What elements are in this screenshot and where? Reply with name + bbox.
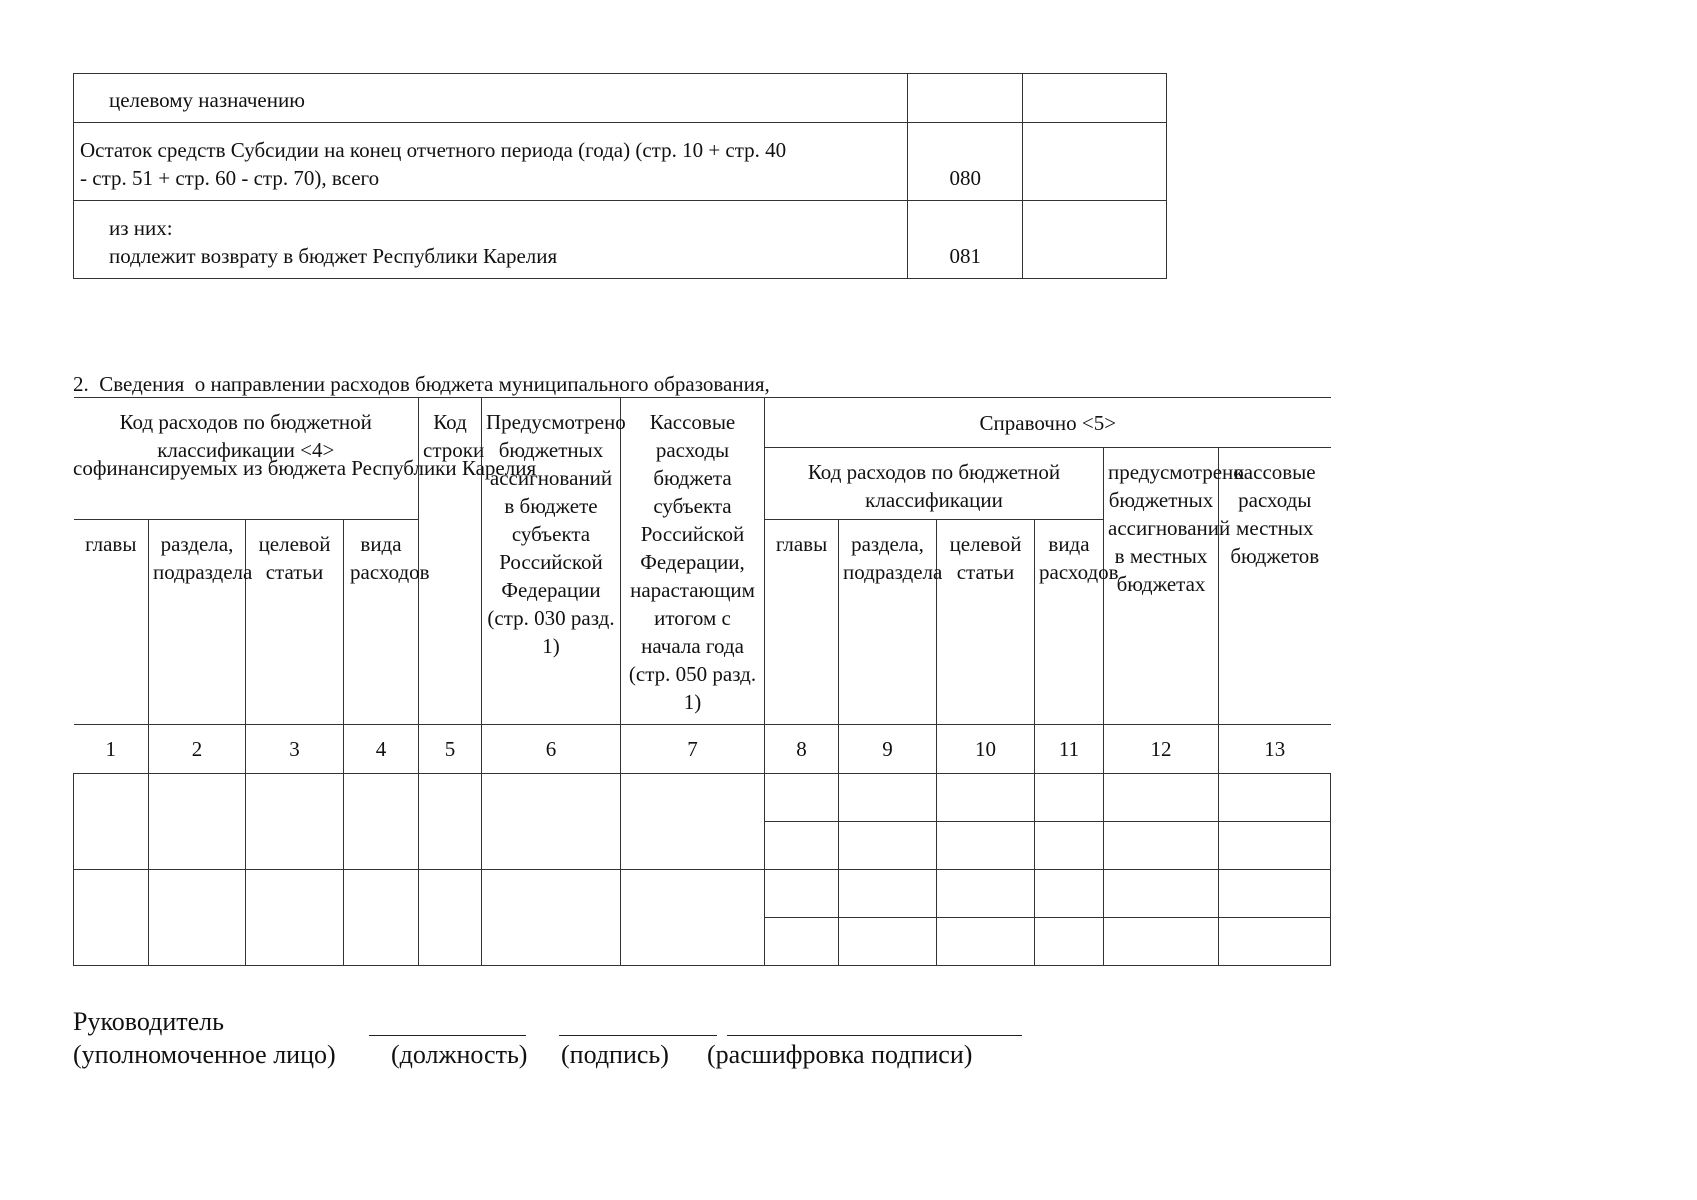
data-cell [149, 774, 246, 870]
data-cell [1219, 870, 1331, 918]
data-cell [344, 870, 419, 966]
data-cell [839, 870, 937, 918]
ref-section-header: раздела, подраздела [843, 532, 943, 584]
data-cell [1104, 918, 1219, 966]
signature-block [73, 1005, 1173, 1085]
section-title-line: 2. Сведения о направлении расходов бюджета муниципального образования, [73, 372, 770, 396]
data-cell [765, 870, 839, 918]
data-cell [839, 774, 937, 822]
col-number: 4 [344, 725, 419, 774]
caption-person: (уполномоченное лицо) [73, 1040, 336, 1069]
data-cell [937, 774, 1035, 822]
ref-target-item-header: целевой статьи [949, 532, 1022, 584]
chapter-header: главы [85, 532, 137, 556]
col-number: 3 [246, 725, 344, 774]
row-label: целевому назначению [109, 88, 305, 112]
row-label-cont: подлежит возврату в бюджет Республики Карелия [109, 244, 558, 268]
row-value-cell [1023, 74, 1167, 123]
ref-cash-header: кассовые расходы местных бюджетов [1230, 460, 1320, 568]
data-cell [246, 870, 344, 966]
data-cell [419, 774, 482, 870]
decoding-line [727, 1035, 1022, 1036]
signature-title: Руководитель [73, 1007, 224, 1036]
caption-decoding: (расшифровка подписи) [707, 1040, 973, 1069]
data-cell [1219, 918, 1331, 966]
ref-chapter-header: главы [775, 532, 828, 556]
data-cell [246, 774, 344, 870]
caption-signature: (подпись) [561, 1040, 669, 1069]
data-cell [419, 870, 482, 966]
data-cell [937, 918, 1035, 966]
data-cell [344, 774, 419, 870]
data-cell [1035, 774, 1104, 822]
position-line [369, 1035, 526, 1036]
row-code: 081 [908, 201, 1023, 279]
data-cell [765, 774, 839, 822]
planned-allocations-header: Предусмотрено бюджетных ассигнований в бюджете субъекта Российской Федерации (стр. 030 разд. 1) [486, 410, 626, 658]
col-number: 2 [149, 725, 246, 774]
data-cell [149, 870, 246, 966]
table-row [74, 870, 1331, 918]
column-numbers-row [74, 725, 1331, 774]
data-cell [839, 822, 937, 870]
data-cell [74, 870, 149, 966]
col-number: 7 [621, 725, 765, 774]
data-cell [1219, 822, 1331, 870]
data-cell [765, 822, 839, 870]
reference-group-header: Справочно <5> [979, 410, 1117, 435]
col-number: 12 [1104, 725, 1219, 774]
row-label: Остаток средств Субсидии на конец отчетного периода (года) (стр. 10 + стр. 40 [80, 138, 787, 162]
data-cell [621, 774, 765, 870]
row-label: из них: [109, 216, 173, 240]
ref-expense-type-header: вида расходов [1039, 532, 1119, 584]
row-label-cont: - стр. 51 + стр. 60 - стр. 70), всего [80, 166, 380, 190]
data-cell [937, 822, 1035, 870]
cash-expenses-header: Кассовые расходы бюджета субъекта Российской Федерации, нарастающим итогом с начала года (стр. 050 разд. 1) [628, 410, 757, 714]
data-cell [1104, 870, 1219, 918]
expense-type-header: вида расходов [350, 532, 430, 584]
ref-planned-header: предусмотрено бюджетных ассигнований в местных бюджетах [1108, 460, 1244, 596]
budget-code-group-header: Код расходов по бюджетной классификации <4> [119, 410, 372, 462]
row-value-cell [1023, 201, 1167, 279]
data-cell [1104, 822, 1219, 870]
data-cell [482, 774, 621, 870]
row-to-return [74, 201, 1167, 279]
section-header: раздела, подраздела [153, 532, 253, 584]
table-row [74, 774, 1331, 822]
data-cell [1219, 774, 1331, 822]
data-cell [1035, 822, 1104, 870]
col-number: 1 [74, 725, 149, 774]
row-code: 080 [908, 123, 1023, 201]
caption-position: (должность) [391, 1040, 528, 1069]
col-number: 9 [839, 725, 937, 774]
ref-budget-code-header: Код расходов по бюджетной классификации [807, 460, 1061, 512]
section-title-line: софинансируемых из бюджета Республики Карелия [73, 456, 537, 480]
balance-table [73, 73, 1167, 279]
signature-line [559, 1035, 717, 1036]
data-cell [1035, 870, 1104, 918]
col-number: 8 [765, 725, 839, 774]
row-value-cell [1023, 123, 1167, 201]
col-number: 5 [419, 725, 482, 774]
target-item-header: целевой статьи [258, 532, 331, 584]
expenses-table [73, 397, 1331, 966]
line-code-header: Код строки [423, 410, 485, 462]
col-number: 11 [1035, 725, 1104, 774]
row-subsidy-balance [74, 123, 1167, 201]
data-cell [621, 870, 765, 966]
data-cell [765, 918, 839, 966]
col-number: 13 [1219, 725, 1331, 774]
data-cell [1104, 774, 1219, 822]
col-number: 10 [937, 725, 1035, 774]
data-cell [482, 870, 621, 966]
row-code-cell [908, 74, 1023, 123]
data-cell [1035, 918, 1104, 966]
row-target-purpose [74, 74, 1167, 123]
data-cell [74, 774, 149, 870]
col-number: 6 [482, 725, 621, 774]
data-cell [937, 870, 1035, 918]
data-cell [839, 918, 937, 966]
